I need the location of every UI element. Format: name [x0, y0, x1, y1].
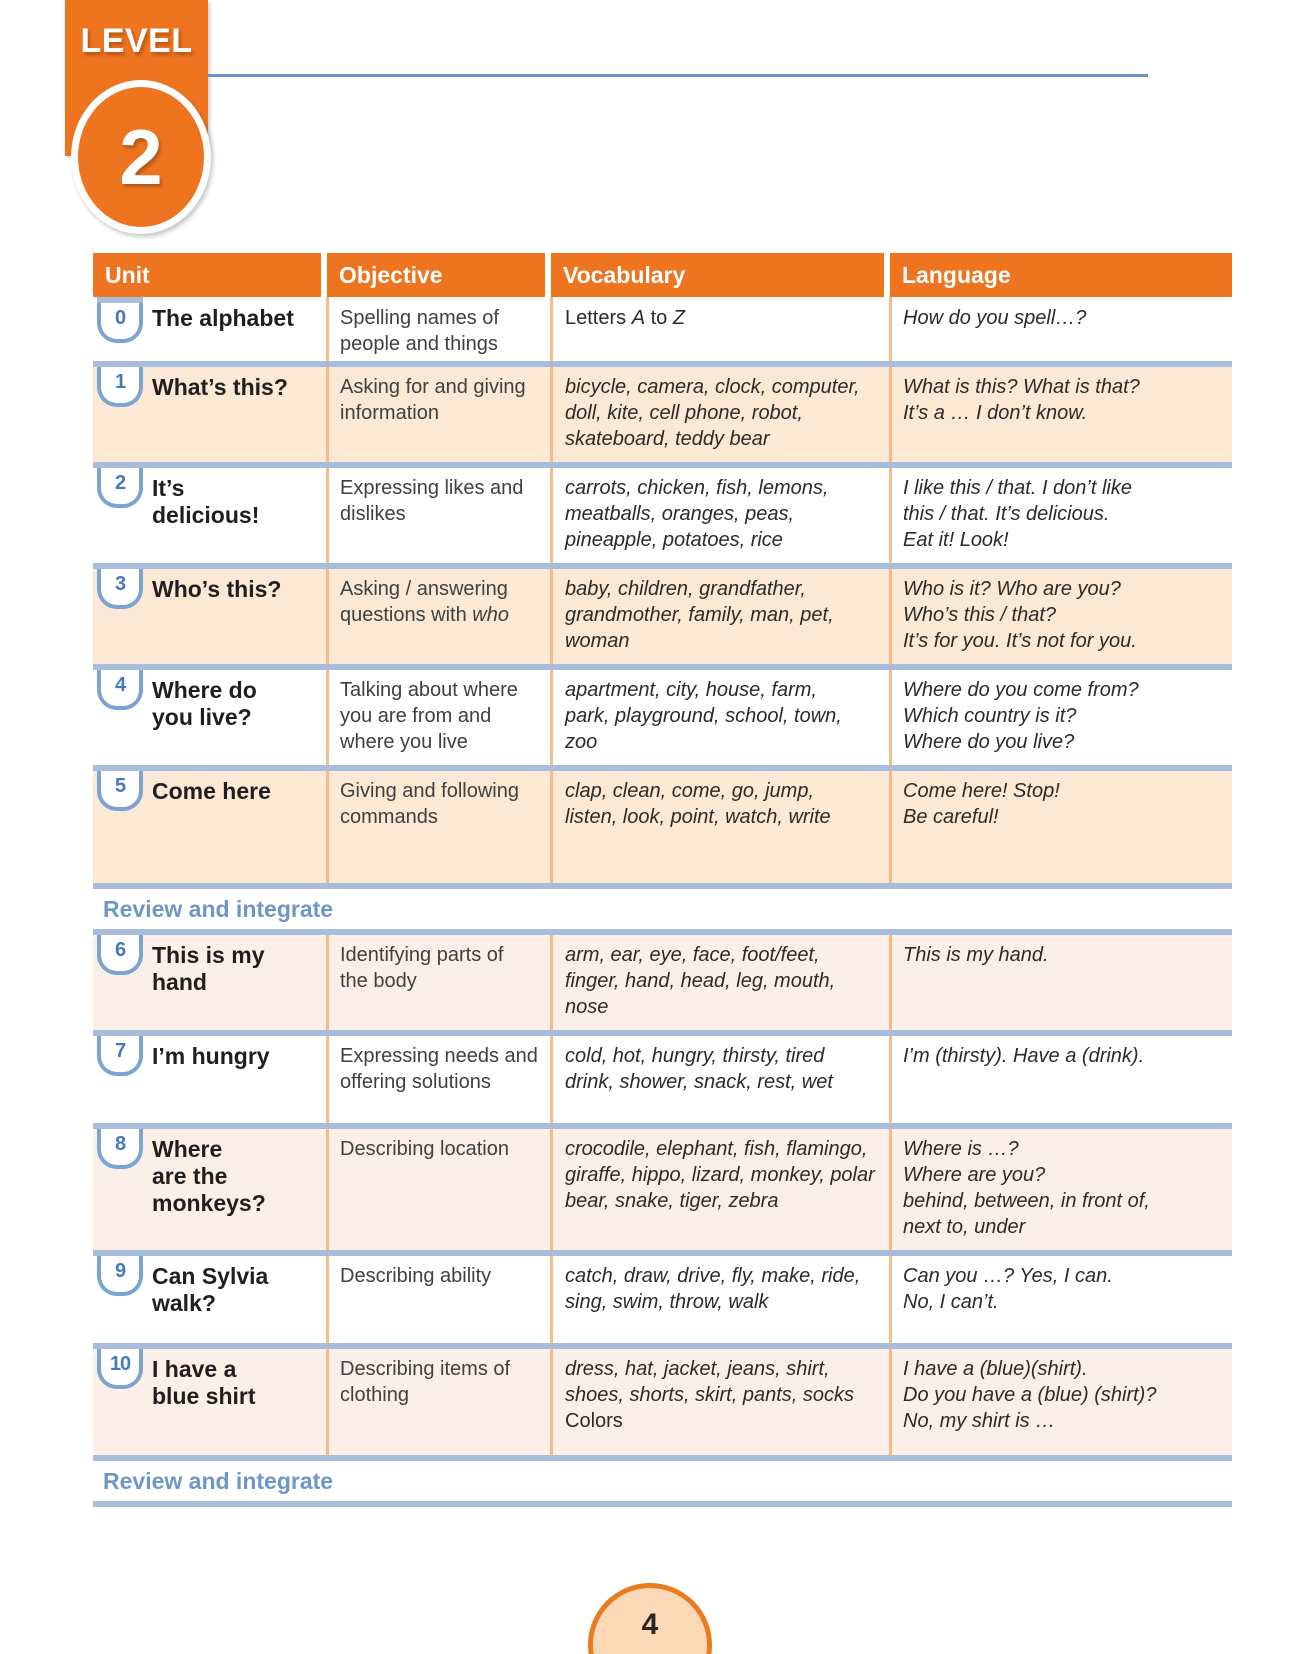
text-line: doll, kite, cell phone, robot,: [565, 402, 803, 424]
objective-cell: [327, 361, 551, 462]
header-cell-vocabulary: Vocabulary: [551, 253, 890, 297]
text-line: carrots, chicken, fish, lemons,: [565, 477, 829, 499]
unit-number: 9: [114, 1260, 126, 1282]
text-line: behind, between, in front of,: [903, 1190, 1150, 1212]
text-line: park, playground, school, town,: [565, 705, 842, 727]
text-line: Describing ability: [340, 1265, 492, 1287]
text-line: this / that. It’s delicious.: [903, 503, 1110, 525]
row-divider-bar: [93, 361, 1232, 367]
language-cell: [890, 1030, 1232, 1123]
unit-row: [93, 929, 1232, 1030]
text-line: Asking / answering: [340, 578, 508, 600]
language-cell: [890, 929, 1232, 1030]
table-body: [93, 297, 1232, 1507]
unit-row: [93, 765, 1232, 883]
unit-row: [93, 462, 1232, 563]
text-line: Expressing needs and: [340, 1045, 538, 1067]
text-line: delicious!: [152, 502, 260, 528]
unit-number-badge: [97, 1256, 143, 1296]
vocabulary-cell: [551, 664, 890, 765]
text-line: clap, clean, come, go, jump,: [565, 780, 815, 802]
text-line: I’m (thirsty). Have a (drink).: [903, 1045, 1145, 1067]
text-line: [565, 305, 890, 331]
unit-number-badge: [97, 1036, 143, 1076]
vocabulary-cell: [551, 462, 890, 563]
vocabulary-cell: [551, 563, 890, 664]
objective-cell: [327, 1030, 551, 1123]
text-line: information: [340, 402, 439, 424]
vocabulary-cell: [551, 361, 890, 462]
unit-number-badge: [97, 1129, 143, 1169]
language-cell: [890, 765, 1232, 883]
header-cell-language: Language: [890, 253, 1232, 297]
text-line: hand: [152, 969, 207, 995]
row-divider-bar: [93, 929, 1232, 935]
text-line: sing, swim, throw, walk: [565, 1291, 769, 1313]
review-label: Review and integrate: [103, 1468, 334, 1494]
objective-cell: [327, 462, 551, 563]
text-line: No, my shirt is …: [903, 1410, 1056, 1432]
level-number: 2: [119, 113, 163, 201]
row-divider-bar: [93, 765, 1232, 771]
text-line: dislikes: [340, 503, 406, 525]
objective-cell: [327, 1343, 551, 1455]
vocabulary-cell: [551, 765, 890, 883]
text-line: Identifying parts of: [340, 944, 504, 966]
unit-number: 8: [114, 1133, 126, 1155]
unit-row: [93, 297, 1232, 361]
text-line: Describing location: [340, 1138, 509, 1160]
unit-number-badge: [97, 771, 143, 811]
text-segment: to: [645, 307, 673, 329]
text-line: finger, hand, head, leg, mouth,: [565, 970, 836, 992]
text-line: Giving and following: [340, 780, 519, 802]
scope-table: [93, 253, 1232, 1507]
text-line: It’s a … I don’t know.: [903, 402, 1088, 424]
unit-row: [93, 1123, 1232, 1250]
text-line: Who’s this?: [152, 576, 282, 602]
unit-number: 2: [114, 472, 126, 494]
text-line: No, I can’t.: [903, 1291, 999, 1313]
text-line: Where is …?: [903, 1138, 1019, 1160]
text-line: I have a (blue)(shirt).: [903, 1358, 1088, 1380]
text-line: I like this / that. I don’t like: [903, 477, 1132, 499]
text-line: bicycle, camera, clock, computer,: [565, 376, 860, 398]
text-line: are the: [152, 1163, 228, 1189]
unit-number: 7: [114, 1040, 126, 1062]
objective-cell: [327, 765, 551, 883]
text-line: Which country is it?: [903, 705, 1077, 727]
text-line: you are from and: [340, 705, 492, 727]
unit-row: [93, 361, 1232, 462]
text-line: drink, shower, snack, rest, wet: [565, 1071, 833, 1093]
text-line: Can you …? Yes, I can.: [903, 1265, 1113, 1287]
unit-number-badge: [97, 367, 143, 407]
text-line: I have a: [152, 1356, 237, 1382]
row-divider-bar: [93, 1030, 1232, 1036]
objective-cell: [327, 297, 551, 361]
text-line: commands: [340, 806, 438, 828]
objective-cell: [327, 929, 551, 1030]
header-cell-objective: Objective: [327, 253, 551, 297]
text-line: What is this? What is that?: [903, 376, 1140, 398]
text-line: meatballs, oranges, peas,: [565, 503, 795, 525]
unit-number-badge: [97, 935, 143, 975]
objective-cell: [327, 563, 551, 664]
objective-cell: [327, 1250, 551, 1343]
text-segment: Z: [672, 307, 686, 329]
table-header: [93, 253, 1232, 297]
text-line: people and things: [340, 333, 498, 355]
text-line: giraffe, hippo, lizard, monkey, polar: [565, 1164, 875, 1186]
vocabulary-cell: [551, 1343, 890, 1455]
language-cell: [890, 462, 1232, 563]
unit-row: [93, 563, 1232, 664]
text-line: Where are you?: [903, 1164, 1046, 1186]
review-label: Review and integrate: [103, 896, 334, 922]
row-divider-bar: [93, 563, 1232, 569]
text-line: [565, 1408, 890, 1434]
text-line: crocodile, elephant, fish, flamingo,: [565, 1138, 868, 1160]
row-divider-bar: [93, 462, 1232, 468]
text-line: Who is it? Who are you?: [903, 578, 1121, 600]
text-line: next to, under: [903, 1216, 1026, 1238]
text-line: Who’s this / that?: [903, 604, 1057, 626]
objective-cell: [327, 664, 551, 765]
text-line: Do you have a (blue) (shirt)?: [903, 1384, 1157, 1406]
row-divider-bar: [93, 1123, 1232, 1129]
page-number: 4: [641, 1608, 659, 1641]
text-line: you live?: [152, 704, 252, 730]
text-line: zoo: [565, 731, 598, 753]
text-line: [340, 602, 551, 628]
language-cell: [890, 1123, 1232, 1250]
text-line: Come here! Stop!: [903, 780, 1060, 802]
text-line: This is my: [152, 942, 265, 968]
text-line: pineapple, potatoes, rice: [565, 529, 783, 551]
text-line: Eat it! Look!: [903, 529, 1009, 551]
unit-number-badge: [97, 303, 143, 343]
text-line: Where do you live?: [903, 731, 1075, 753]
text-line: nose: [565, 996, 609, 1018]
level-number-circle: [71, 80, 211, 234]
review-band: [93, 883, 1232, 929]
text-line: Spelling names of: [340, 307, 499, 329]
text-line: baby, children, grandfather,: [565, 578, 806, 600]
language-cell: [890, 361, 1232, 462]
text-line: What’s this?: [152, 374, 288, 400]
text-line: Where do: [152, 677, 257, 703]
text-segment: A: [631, 307, 646, 329]
text-line: listen, look, point, watch, write: [565, 806, 831, 828]
page-number-circle: [588, 1583, 712, 1654]
top-rule: [208, 74, 1148, 77]
text-line: skateboard, teddy bear: [565, 428, 770, 450]
text-line: the body: [340, 970, 417, 992]
unit-row: [93, 1250, 1232, 1343]
unit-number-badge: [97, 569, 143, 609]
text-segment: who: [472, 604, 509, 626]
vocabulary-cell: [551, 1030, 890, 1123]
unit-number: 6: [114, 939, 126, 961]
text-segment: Letters: [565, 307, 632, 329]
text-line: blue shirt: [152, 1383, 256, 1409]
text-line: woman: [565, 630, 630, 652]
text-line: cold, hot, hungry, thirsty, tired: [565, 1045, 825, 1067]
text-line: How do you spell…?: [903, 307, 1087, 329]
language-cell: [890, 664, 1232, 765]
text-line: catch, draw, drive, fly, make, ride,: [565, 1265, 861, 1287]
text-line: I’m hungry: [152, 1043, 270, 1069]
text-line: Where: [152, 1136, 223, 1162]
unit-number: 10: [109, 1353, 131, 1375]
text-line: Expressing likes and: [340, 477, 524, 499]
row-divider-bar: [93, 1250, 1232, 1256]
text-line: arm, ear, eye, face, foot/feet,: [565, 944, 820, 966]
vocabulary-cell: [551, 1123, 890, 1250]
unit-number: 1: [114, 371, 126, 393]
level-label: LEVEL: [80, 22, 193, 60]
text-line: bear, snake, tiger, zebra: [565, 1190, 779, 1212]
text-line: clothing: [340, 1384, 409, 1406]
language-cell: [890, 297, 1232, 361]
review-band: [93, 1455, 1232, 1507]
row-divider-bar: [93, 664, 1232, 670]
text-line: shoes, shorts, skirt, pants, socks: [565, 1384, 854, 1406]
row-divider-bar: [93, 1343, 1232, 1349]
unit-number: 3: [114, 573, 126, 595]
objective-cell: [327, 1123, 551, 1250]
vocabulary-cell: [551, 929, 890, 1030]
unit-number: 0: [114, 307, 126, 329]
text-line: apartment, city, house, farm,: [565, 679, 817, 701]
text-line: walk?: [152, 1290, 216, 1316]
unit-number: 4: [114, 674, 126, 696]
text-line: The alphabet: [152, 305, 294, 331]
unit-row: [93, 1030, 1232, 1123]
text-segment: questions with: [340, 604, 473, 626]
language-cell: [890, 1250, 1232, 1343]
text-line: Describing items of: [340, 1358, 511, 1380]
unit-number-badge: [97, 670, 143, 710]
language-cell: [890, 563, 1232, 664]
text-line: Be careful!: [903, 806, 999, 828]
text-line: Come here: [152, 778, 271, 804]
unit-number: 5: [114, 775, 126, 797]
text-line: Can Sylvia: [152, 1263, 269, 1289]
text-line: It’s for you. It’s not for you.: [903, 630, 1137, 652]
text-line: It’s: [152, 475, 185, 501]
text-line: dress, hat, jacket, jeans, shirt,: [565, 1358, 830, 1380]
text-line: This is my hand.: [903, 944, 1049, 966]
text-line: grandmother, family, man, pet,: [565, 604, 834, 626]
text-line: Talking about where: [340, 679, 518, 701]
text-line: Where do you come from?: [903, 679, 1139, 701]
text-segment: Colors: [565, 1410, 623, 1432]
language-cell: [890, 1343, 1232, 1455]
text-line: Asking for and giving: [340, 376, 526, 398]
unit-number-badge: [97, 1349, 143, 1389]
unit-row: [93, 1343, 1232, 1455]
text-line: offering solutions: [340, 1071, 491, 1093]
unit-number-badge: [97, 468, 143, 508]
text-line: where you live: [340, 731, 468, 753]
text-line: monkeys?: [152, 1190, 266, 1216]
header-cell-unit: Unit: [93, 253, 327, 297]
vocabulary-cell: [551, 1250, 890, 1343]
vocabulary-cell: [551, 297, 890, 361]
unit-row: [93, 664, 1232, 765]
